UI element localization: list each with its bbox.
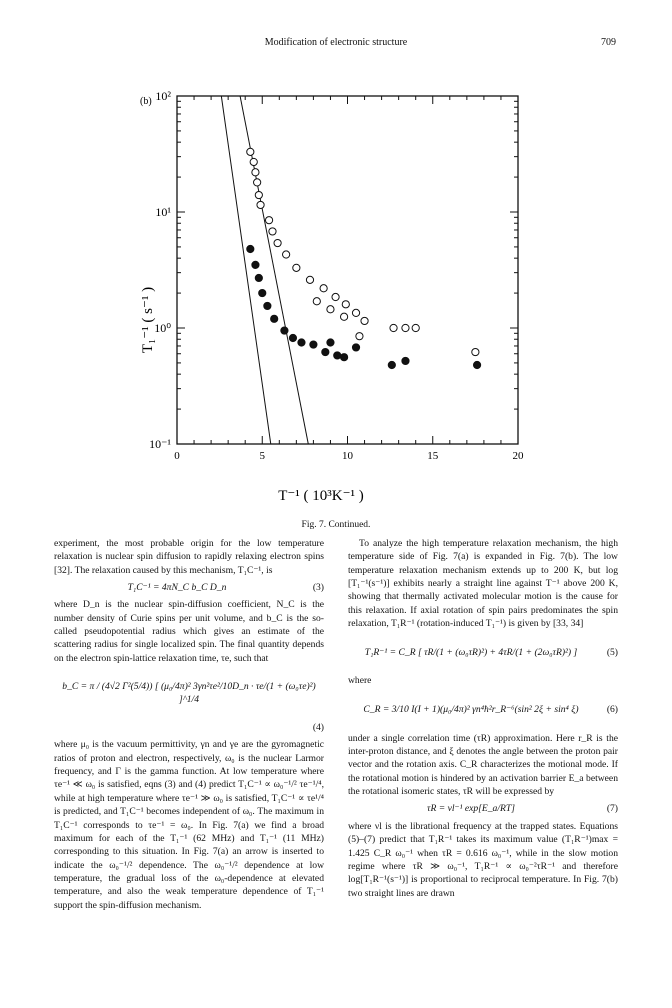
data-point-filled [259, 289, 266, 296]
x-tick-label: 15 [427, 450, 439, 462]
x-tick-label: 20 [512, 450, 524, 462]
data-point-open [356, 333, 363, 340]
running-title: Modification of electronic structure [264, 37, 408, 48]
data-point-open [402, 324, 409, 331]
panel-label: (b) [140, 96, 152, 107]
data-point-open [265, 217, 272, 224]
y-tick-label: 10² [155, 89, 171, 103]
equation-number: (6) [606, 704, 618, 716]
data-point-filled [255, 274, 262, 281]
data-point-open [255, 191, 262, 198]
y-tick-label: 10¹ [155, 205, 171, 219]
page-number: 709 [601, 37, 616, 48]
equation-body: C_R = 3/10 I(I + 1)(μ₀/4π)² γn⁴ħ²r_R⁻⁶(sin² 2ξ + sin⁴ ξ) [363, 704, 579, 716]
data-point-filled [352, 344, 359, 351]
where-text: where [348, 675, 372, 687]
data-point-open [283, 251, 290, 258]
data-point-open [352, 309, 359, 316]
data-point-open [313, 298, 320, 305]
data-point-open [257, 201, 264, 208]
right-column [348, 537, 618, 900]
data-point-filled [298, 339, 305, 346]
paragraph: under a single correlation time (τR) approximation. Here r_R is the inter-proton distance, and ξ denotes the angle between the proton pair vector and the rotation axis. C_R characterizes the motional mode. If the rotational motion is hindered by an activation barrier E_a between the rotational isomeric states, τR will be expressed by [348, 732, 618, 798]
data-point-filled [334, 352, 341, 359]
equation-5 [348, 634, 618, 670]
data-point-filled [252, 261, 259, 268]
equation-number: (4) [312, 722, 324, 734]
y-tick-label: 10⁻¹ [149, 437, 171, 451]
paragraph: where D_n is the nuclear spin-diffusion coefficient, N_C is the number density of Curie spins per unit volume, and b_C is the so-called pseudopotential radius which gives an estimate of the scattering radius for single localized spin. The final quantity depends on the electron spin-lattice relaxation time, τe, such that [54, 599, 324, 664]
figure-caption: Fig. 7. Continued. [301, 520, 371, 530]
fit-line [221, 96, 270, 444]
data-point-filled [402, 357, 409, 364]
equation-body: T₁R⁻¹ = C_R [ τR/(1 + (ω₀τR)²) + 4τR/(1 + (2ω₀τR)²) ] [364, 646, 578, 658]
x-tick-label: 0 [174, 450, 180, 462]
y-tick-label: 10⁰ [154, 321, 171, 335]
equation-6 [348, 692, 618, 728]
data-point-filled [289, 334, 296, 341]
data-point-open [254, 179, 261, 186]
data-point-open [250, 158, 257, 165]
equation-4 [54, 669, 324, 717]
data-point-filled [281, 327, 288, 334]
equation-number: (7) [606, 803, 618, 815]
relaxation-rate-chart [100, 80, 540, 510]
equation-body: T₁C⁻¹ = 4πN_C b_C D_n [127, 582, 227, 594]
data-point-filled [322, 348, 329, 355]
paragraph: experiment, the most probable origin for the low temperature relaxation is nuclear spin diffusion to rapidly relaxing electron spins [32]. The relaxation caused by this mechanism, T₁C⁻¹, is [54, 538, 324, 576]
data-point-filled [327, 339, 334, 346]
data-point-open [327, 306, 334, 313]
data-point-open [320, 285, 327, 292]
data-point-open [274, 239, 281, 246]
data-point-open [342, 301, 349, 308]
data-point-filled [340, 354, 347, 361]
equation-3 [54, 581, 324, 594]
data-point-filled [388, 361, 395, 368]
data-point-filled [247, 245, 254, 252]
data-point-filled [310, 341, 317, 348]
equation-body: τR = νl⁻¹ exp[E_a/RT] [427, 803, 515, 815]
data-point-open [412, 324, 419, 331]
data-point-open [252, 169, 259, 176]
paragraph: where νl is the librational frequency at the trapped states. Equations (5)–(7) predict that T₁R⁻¹ takes its maximum value (T₁R⁻¹)max = 1.425 C_R ω₀⁻¹ when τR = 0.616 ω₀⁻¹, while in the slow motion regime where τR ≫ ω₀⁻¹, T₁R⁻¹ ∝ ω₀⁻²τR⁻¹ and therefore log[T₁R⁻¹(s⁻¹)] is proportional to reciprocal temperature. In Fig. 7(b) two straight lines are drawn [348, 820, 618, 899]
x-tick-label: 5 [259, 450, 265, 462]
paragraph: To analyze the high temperature relaxation mechanism, the high temperature side of Fig. 7(a) is expanded in Fig. 7(b). The low temperature relaxation mechanism extends up to 200 K, but log [T₁⁻¹(s⁻¹)] exhibits nearly a straight line against T⁻¹ above 200 K, showing that thermally activated molecular motion is the cause for this relaxation. If axial rotation of spin pairs predominates the spin relaxation, T₁R⁻¹ (rotation-induced T₁⁻¹) is given by [33, 34] [348, 538, 618, 630]
plot-frame [177, 96, 518, 444]
paragraph: where μ₀ is the vacuum permittivity, γn and γe are the gyromagnetic ratios of proton and electron, respectively, ω₀ is the nuclear Larmor frequency, and Γ is the gamma function. At low temperature where τe⁻¹ ≪ ω₀ is satisfied, eqns (3) and (4) predict T₁C⁻¹ ∝ ω₀⁻¹/² τe⁻¹/⁴, while at high temperature where τe⁻¹ ≫ ω₀ is satisfied, T₁C⁻¹ ∝ τe¹/⁴ is predicted, and T₁C⁻¹ becomes independent of ω₀. The maximum in T₁C⁻¹ corresponds to τe⁻¹ = ω₀. In Fig. 7(a) we find a broad maximum for each of the T₁⁻¹ (62 MHz) and T₁⁻¹ (11 MHz) corresponding to this situation. In Fig. 7(a) an arrow is inserted to indicate the ω₀⁻¹/² dependence. The ω₀⁻¹/² dependence at low temperature, the gradual loss of the ω₀-dependence at elevated temperature, and also the weak temperature dependence of T₁⁻¹ support the spin-diffusion mechanism. [54, 739, 324, 911]
data-point-open [472, 348, 479, 355]
equation-number: (5) [606, 646, 618, 658]
x-tick-label: 10 [342, 450, 353, 462]
data-point-open [390, 324, 397, 331]
y-axis-label: T₁⁻¹ ( s⁻¹ ) [140, 286, 156, 354]
data-point-filled [473, 361, 480, 368]
data-point-open [332, 293, 339, 300]
data-point-open [247, 148, 254, 155]
equation-body: b_C = π / (4√2 Γ²(5/4)) [ (μ₀/4π)² 3γn²τe²/10D_n · τe/(1 + (ω₀τe)²) ]^1/4 [62, 680, 316, 706]
equation-7 [348, 802, 618, 815]
data-point-open [293, 264, 300, 271]
left-column [54, 537, 324, 912]
data-point-filled [271, 315, 278, 322]
running-header [0, 37, 672, 51]
data-point-open [340, 313, 347, 320]
equation-number: (3) [312, 582, 324, 594]
data-point-filled [264, 302, 271, 309]
x-axis-label: T⁻¹ ( 10³K⁻¹ ) [278, 488, 364, 504]
data-point-open [306, 276, 313, 283]
data-point-open [361, 317, 368, 324]
data-point-open [269, 228, 276, 235]
